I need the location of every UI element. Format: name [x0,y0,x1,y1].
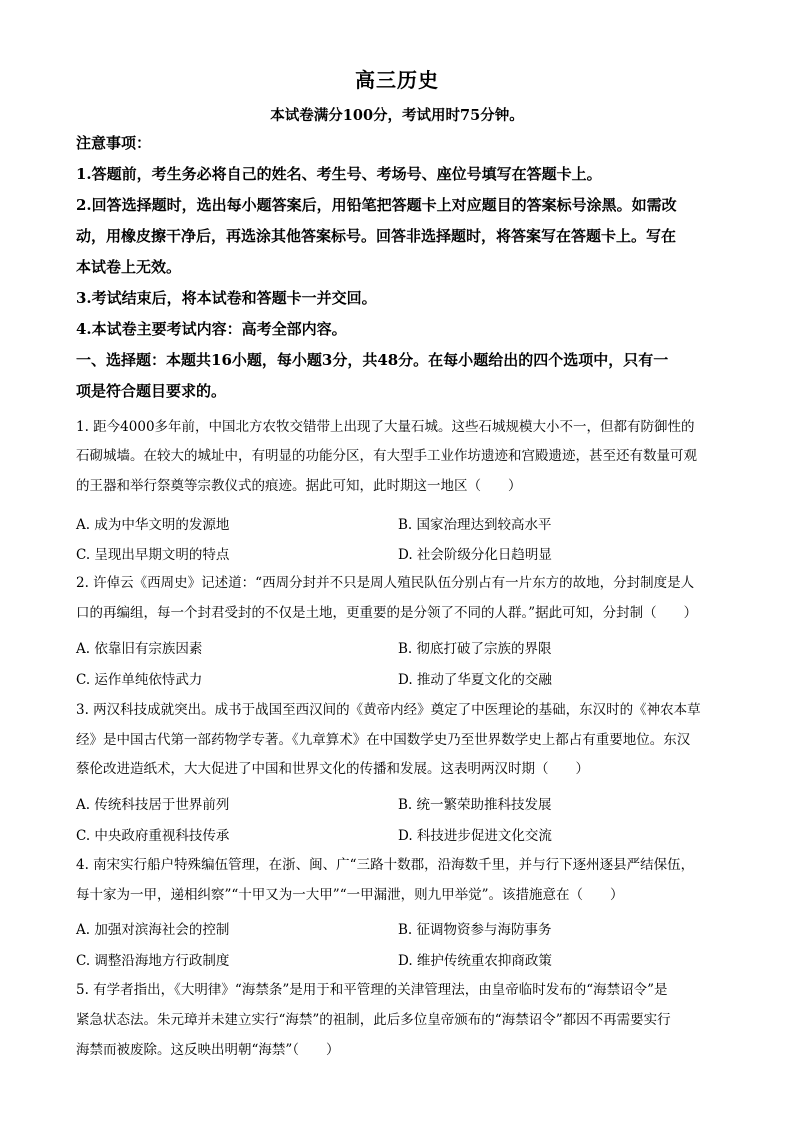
question-text: 口的再编组，每一个封君受封的不仅是土地，更重要的是分领了不同的人群。”据此可知，分封制（ ） [76,605,698,621]
option-d: D. 推动了华夏文化的交融 [398,672,552,688]
page-title: 高三历史 [355,68,439,92]
question-text: 紧急状态法。朱元璋并未建立实行“海禁”的祖制，此后多位皇帝颁布的“海禁诏令”都因不再需要实行 [76,1012,671,1028]
notes-line: 4.本试卷主要考试内容：高考全部内容。 [76,320,347,338]
notes-line: 本试卷上无效。 [76,258,182,276]
question-text: 石砌城墙。在较大的城址中，有明显的功能分区，有大型手工业作坊遗迹和宫殿遗迹，甚至还有数量可观 [76,448,697,464]
notes-heading: 注意事项： [76,134,152,152]
question-text: 经》是中国古代第一部药物学专著。《九章算术》在中国数学史乃至世界数学史上都占有重要地位。东汉 [76,732,691,748]
option-a: A. 传统科技居于世界前列 [76,797,230,813]
option-a: A. 成为中华文明的发源地 [76,517,230,533]
notes-line: 2.回答选择题时，选出每小题答案后，用铅笔把答题卡上对应题目的答案标号涂黑。如需改 [76,196,677,214]
exam-subtitle: 本试卷满分100分，考试用时75分钟。 [270,107,524,124]
section-heading: 项是符合题目要求的。 [76,382,227,400]
option-b: B. 统一繁荣助推科技发展 [398,797,552,813]
notes-line: 1.答题前，考生务必将自己的姓名、考生号、考场号、座位号填写在答题卡上。 [76,165,602,183]
option-a: A. 加强对滨海社会的控制 [76,922,230,938]
option-b: B. 征调物资参与海防事务 [398,922,552,938]
question-text: 蔡伦改进造纸术，大大促进了中国和世界文化的传播和发展。这表明两汉时期（ ） [76,761,589,777]
question-text: 的王器和举行祭奠等宗教仪式的痕迹。据此可知，此时期这一地区（ ） [76,478,522,494]
question-text: 5. 有学者指出，《大明律》“海禁条”是用于和平管理的关津管理法，由皇帝临时发布的“海禁诏令”是 [76,982,668,998]
notes-line: 动，用橡皮擦干净后，再选涂其他答案标号。回答非选择题时，将答案写在答题卡上。写在 [76,227,677,245]
question-text: 海禁而被废除。这反映出明朝“海禁”（ ） [76,1042,340,1058]
question-text: 1. 距今4000多年前，中国北方农牧交错带上出现了大量石城。这些石城规模大小不一，但都有防御性的 [76,419,695,435]
notes-section [76,128,726,407]
option-d: D. 维护传统重农抑商政策 [398,953,552,969]
option-b: B. 国家治理达到较高水平 [398,517,552,533]
option-a: A. 依靠旧有宗族因素 [76,641,203,657]
option-b: B. 彻底打破了宗族的界限 [398,641,552,657]
option-c: C. 调整沿海地方行政制度 [76,953,230,969]
question-text: 4. 南宋实行船户特殊编伍管理，在浙、闽、广“三路十数郡，沿海数千里，并与行下逐州逐县严结保伍， [76,857,695,873]
option-c: C. 中央政府重视科技传承 [76,828,230,844]
option-d: D. 社会阶级分化日趋明显 [398,547,552,563]
question-text: 3. 两汉科技成就突出。成书于战国至西汉间的《黄帝内经》奠定了中医理论的基础，东汉时的《神农本草 [76,702,701,718]
question-text: 每十家为一甲，递相纠察”“十甲又为一大甲”“一甲漏泄，则九甲举觉”。该措施意在（ ） [76,887,624,903]
option-c: C. 呈现出早期文明的特点 [76,547,230,563]
notes-line: 3.考试结束后，将本试卷和答题卡一并交回。 [76,289,377,307]
option-d: D. 科技进步促进文化交流 [398,828,552,844]
option-c: C. 运作单纯依恃武力 [76,672,203,688]
section-heading: 一、选择题：本题共16小题，每小题3分，共48分。在每小题给出的四个选项中，只有一 [76,351,669,369]
question-text: 2. 许倬云《西周史》记述道：“西周分封并不只是周人殖民队伍分别占有一片东方的故地，分封制度是人 [76,575,695,591]
